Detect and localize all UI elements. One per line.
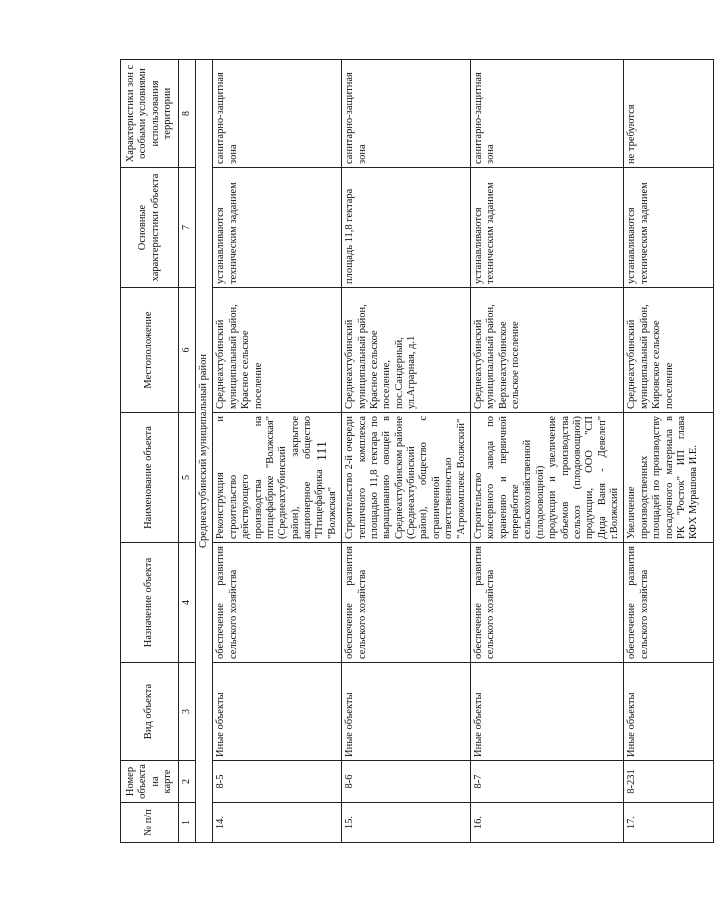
column-number: 5 bbox=[179, 413, 196, 543]
column-number: 7 bbox=[179, 168, 196, 288]
column-number: 8 bbox=[179, 60, 196, 168]
header-row bbox=[121, 60, 179, 843]
object-purpose: обеспечение развития сельского хозяйства bbox=[342, 543, 471, 663]
object-characteristics: площадь 11,8 гектара bbox=[342, 168, 471, 288]
column-number-row bbox=[179, 60, 196, 843]
object-location: Среднеахтубинский муниципальный район, Красное сельское поселение, пос.Сандерный, ул.Аграрная, д.1 bbox=[342, 288, 471, 413]
object-location: Среднеахтубинский муниципальный район, Кировское сельское поселение bbox=[624, 288, 714, 413]
header-cell: № п/п bbox=[121, 803, 179, 843]
object-kind: Иные объекты bbox=[470, 663, 624, 761]
header-cell: Местоположение bbox=[121, 288, 179, 413]
objects-table bbox=[120, 59, 714, 843]
object-kind: Иные объекты bbox=[342, 663, 471, 761]
row-number: 14. bbox=[213, 803, 342, 843]
object-name: Реконструкция и строительство действующего производства на птицефабрике "Волжская" (Среднеахтубинский район), закрытое акционерное общество "Птицефабрика "Волжская" bbox=[213, 413, 342, 543]
object-characteristics: устанавливаются техническим заданием bbox=[213, 168, 342, 288]
object-characteristics: устанавливаются техническим заданием bbox=[624, 168, 714, 288]
map-number: 8-231 bbox=[624, 761, 714, 803]
header-cell: Назначение объекта bbox=[121, 543, 179, 663]
header-cell: Характеристики зон с особыми условиями использования территории bbox=[121, 60, 179, 168]
column-number: 2 bbox=[179, 761, 196, 803]
zone-characteristics: санитарно-защитная зона bbox=[470, 60, 624, 168]
section-title: Среднеахтубинский муниципальный район bbox=[196, 60, 213, 843]
row-number: 15. bbox=[342, 803, 471, 843]
object-location: Среднеахтубинский муниципальный район, Красное сельское поселение bbox=[213, 288, 342, 413]
object-location: Среднеахтубинский муниципальный район, Верхнеахтубинское сельское поселение bbox=[470, 288, 624, 413]
row-number: 16. bbox=[470, 803, 624, 843]
column-number: 6 bbox=[179, 288, 196, 413]
column-number: 1 bbox=[179, 803, 196, 843]
object-kind: Иные объекты bbox=[213, 663, 342, 761]
column-number: 4 bbox=[179, 543, 196, 663]
row-number: 17. bbox=[624, 803, 714, 843]
table-row bbox=[342, 60, 471, 843]
table-row bbox=[470, 60, 624, 843]
zone-characteristics: не требуются bbox=[624, 60, 714, 168]
object-name: Строительство 2-й очереди тепличного комплекса площадью 11,8 гектара по выращиванию овощей в Среднеахтубинском районе (Среднеахтубинский район), общество с ограниченной ответственностью "Агрокомплекс Волжский" bbox=[342, 413, 471, 543]
map-number: 8-7 bbox=[470, 761, 624, 803]
object-purpose: обеспечение развития сельского хозяйства bbox=[624, 543, 714, 663]
header-cell: Вид объекта bbox=[121, 663, 179, 761]
table-row bbox=[213, 60, 342, 843]
object-purpose: обеспечение развития сельского хозяйства bbox=[213, 543, 342, 663]
object-purpose: обеспечение развития сельского хозяйства bbox=[470, 543, 624, 663]
table-row bbox=[624, 60, 714, 843]
header-cell: Наименование объекта bbox=[121, 413, 179, 543]
header-cell: Основные характеристики объекта bbox=[121, 168, 179, 288]
page-number: 111 bbox=[315, 441, 330, 461]
object-kind: Иные объекты bbox=[624, 663, 714, 761]
column-number: 3 bbox=[179, 663, 196, 761]
rotated-table-container bbox=[120, 60, 700, 843]
map-number: 8-6 bbox=[342, 761, 471, 803]
section-row bbox=[196, 60, 213, 843]
zone-characteristics: санитарно-защитная зона bbox=[213, 60, 342, 168]
header-cell: Номер объекта на карте bbox=[121, 761, 179, 803]
object-characteristics: устанавливаются техническим заданием bbox=[470, 168, 624, 288]
zone-characteristics: санитарно-защитная зона bbox=[342, 60, 471, 168]
map-number: 8-5 bbox=[213, 761, 342, 803]
object-name: Увеличение производственных площадей по производству посадочного материала в РК "Росток" ИП глава КФХ Мурашова И.Е. bbox=[624, 413, 714, 543]
object-name: Строительство консервного завода по хранению и первичной переработке сельскохозяйственной (плодоовощной) продукции и увеличение объемов производства сельхоз (плодоовощной) продукции, ООО "СП Дида Ваня - Девелеп" г.Волжский bbox=[470, 413, 624, 543]
